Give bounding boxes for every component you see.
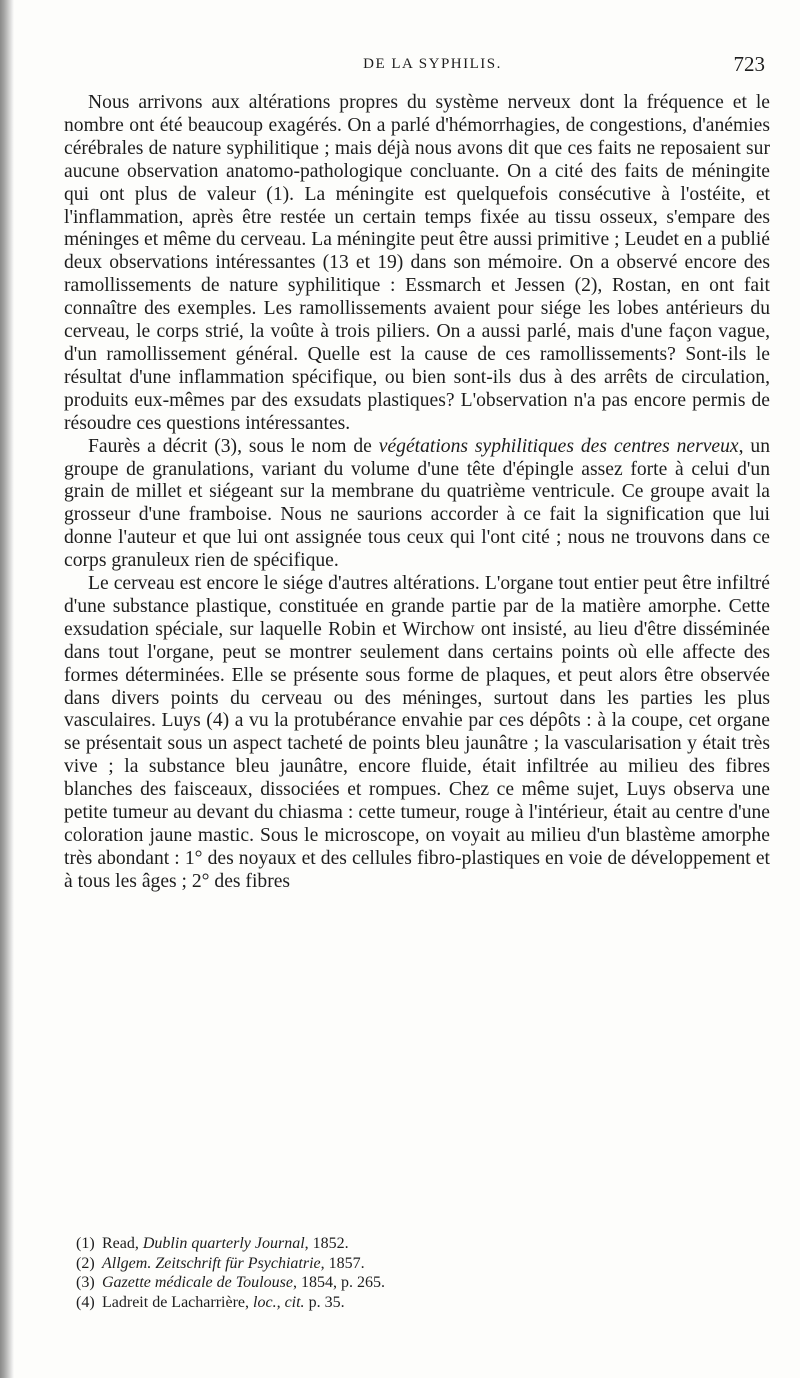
- footnote-number: (4): [76, 1293, 95, 1311]
- footnote-author: Read,: [102, 1235, 143, 1252]
- footnote-number: (3): [76, 1274, 95, 1291]
- paragraph-2-rest: , un groupe de granulations, variant du volume d'une tête d'épingle assez forte à celui d'un grain de millet et siégeant sur la membrane du quatrième ventricule. Ce groupe avait la grosseur d'une framboise. Nous ne saurions accorder à ce fait la signification que lui donne l'auteur et que lui ont assignée tous ceux qui l'ont cité ; nous ne trouvons dans ce corps granuleux rien de spécifique.: [64, 435, 770, 572]
- page-header: [100, 50, 765, 80]
- footnote: [64, 1273, 770, 1293]
- footnote-detail: , 1854, p. 265.: [292, 1274, 385, 1291]
- footnote-source: loc., cit.: [253, 1293, 305, 1311]
- body-text: [64, 92, 770, 894]
- page-number: 723: [733, 52, 765, 76]
- footnote-detail: p. 35.: [304, 1293, 345, 1311]
- paragraph-brain-alterations: Le cerveau est encore le siége d'autres altérations. L'organe tout entier peut être infiltré d'une substance plastique, constituée en grande partie par de la matière amorphe. Cette exsudation spéciale, sur laquelle Robin et Wirchow ont insisté, au lieu d'être disséminée dans tout l'organe, peut se montrer seulement dans certains points où elle affecte des formes déterminées. Elle se présente sous forme de plaques, et peut alors être observée dans divers points du cerveau ou des méninges, surtout dans les parties les plus vasculaires. Luys (4) a vu la protubérance envahie par ces dépôts : à la coupe, cet organe se présentait sous un aspect tacheté de points bleu jaunâtre ; la vascularisation y était très vive ; la substance bleu jaunâtre, encore fluide, était infiltrée au milieu des fibres blanches des faisceaux, dissociées et rompues. Chez ce même sujet, Luys observa une petite tumeur au devant du chiasma : cette tumeur, rouge à l'intérieur, était au centre d'une coloration jaune mastic. Sous le microscope, on voyait au milieu d'un blastème amorphe très abondant : 1° des noyaux et des cellules fibro-plastiques en voie de développement et à tous les âges ; 2° des fibres: [64, 573, 770, 892]
- footnote-number: (2): [76, 1254, 95, 1272]
- footnote-author: Ladreit de Lacharrière,: [102, 1293, 254, 1311]
- footnote: [64, 1254, 770, 1274]
- footnote-detail: , 1857.: [320, 1254, 365, 1272]
- footnotes: [64, 1234, 770, 1312]
- footnote: [64, 1293, 770, 1313]
- footnote-source: Gazette médicale de Toulouse: [102, 1274, 293, 1291]
- paragraph-2-italic-term: végétations syphilitiques des centres nerveux: [378, 435, 739, 457]
- paragraph-2-lead: Faurès a décrit (3), sous le nom de: [88, 435, 379, 457]
- binding-edge-shadow: [0, 0, 14, 1378]
- paragraph-faures-vegetations: [64, 436, 770, 573]
- footnote: [64, 1234, 770, 1254]
- running-title: DE LA SYPHILIS.: [363, 56, 502, 72]
- footnote-detail: , 1852.: [304, 1235, 349, 1252]
- footnote-number: (1): [76, 1235, 95, 1252]
- footnote-source: Dublin quarterly Journal: [142, 1235, 305, 1252]
- paragraph-nervous-system: Nous arrivons aux altérations propres du système nerveux dont la fréquence et le nombre ont été beaucoup exagérés. On a parlé d'hémorrhagies, de congestions, d'anémies cérébrales de nature syphilitique ; mais déjà nous avons dit que ces faits ne reposaient sur aucune observation anatomo-pathologique concluante. On a cité des faits de méningite qui ont plus de valeur (1). La méningite est quelquefois consécutive à l'ostéite, et l'inflammation, après être restée un certain temps fixée au tissu osseux, s'empare des méninges et même du cerveau. La méningite peut être aussi primitive ; Leudet en a publié deux observations intéressantes (13 et 19) dans son mémoire. On a observé encore des ramollissements de nature syphilitique : Essmarch et Jessen (2), Rostan, en ont fait connaître des exemples. Les ramollissements avaient pour siége les lobes antérieurs du cerveau, le corps strié, la voûte à trois piliers. On a aussi parlé, mais d'une façon vague, d'un ramollissement général. Quelle est la cause de ces ramollissements? Sont-ils le résultat d'une inflammation spécifique, ou bien sont-ils dus à des arrêts de circulation, produits eux-mêmes par des exsudats plastiques? L'observation n'a pas encore permis de résoudre ces questions intéressantes.: [64, 92, 770, 434]
- footnote-source: Allgem. Zeitschrift für Psychiatrie: [102, 1254, 321, 1272]
